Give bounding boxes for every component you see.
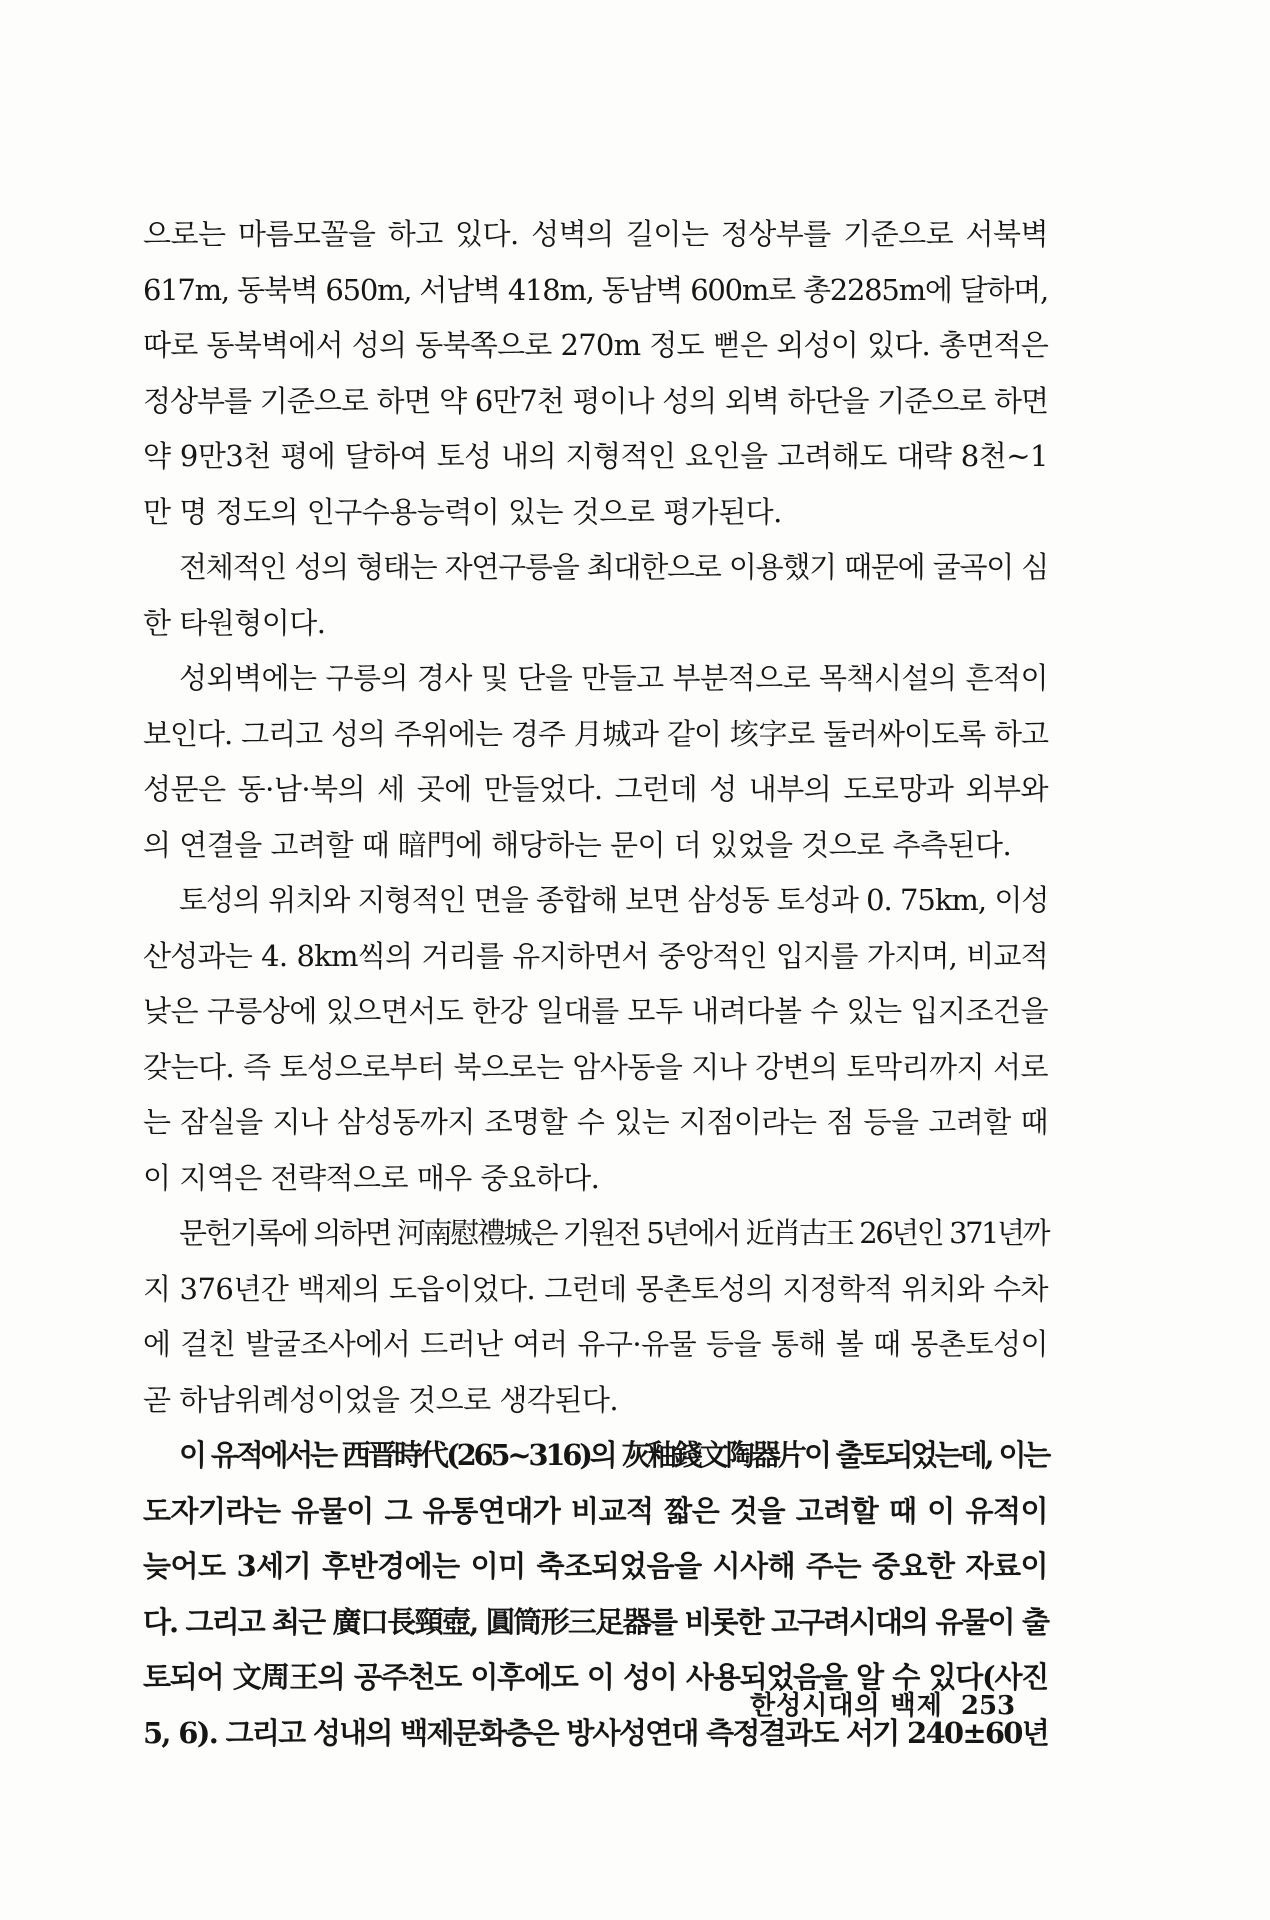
text-line: 으로는 마름모꼴을 하고 있다. 성벽의 길이는 정상부를 기준으로 서북벽 — [143, 217, 1048, 251]
text-line: 정상부를 기준으로 하면 약 6만7천 평이나 성의 외벽 하단을 기준으로 하면 — [143, 383, 1048, 418]
text-line: 다. 그리고 최근 廣口長頸壺, 圓筒形三足器를 비롯한 고구려시대의 유물이 출 — [143, 1604, 1048, 1639]
text-line: 약 9만3천 평에 달하여 토성 내의 지형적인 요인을 고려해도 대략 8천~1 — [143, 439, 1048, 473]
text-line: 산성과는 4. 8km씩의 거리를 유지하면서 중앙적인 입지를 가지며, 비교적 — [143, 938, 1048, 973]
page-footer — [750, 1685, 1015, 1722]
text-line: 이 유적에서는 西晋時代(265~316)의 灰釉錢文陶器片이 출토되었는데, 이는 — [179, 1438, 1048, 1472]
text-line: 도자기라는 유물이 그 유통연대가 비교적 짧은 것을 고려할 때 이 유적이 — [143, 1493, 1048, 1528]
text-line: 따로 동북벽에서 성의 동북쪽으로 270m 정도 뻗은 외성이 있다. 총면적은 — [143, 328, 1048, 362]
text-line: 는 잠실을 지나 삼성동까지 조명할 수 있는 지점이라는 점 등을 고려할 때 — [143, 1105, 1048, 1139]
text-line: 의 연결을 고려할 때 暗門에 해당하는 문이 더 있었을 것으로 추측된다. — [143, 827, 1012, 862]
text-line: 문헌기록에 의하면 河南慰禮城은 기원전 5년에서 近肖古王 26년인 371년까 — [179, 1216, 1048, 1250]
text-line: 에 걸친 발굴조사에서 드러난 여러 유구·유물 등을 통해 볼 때 몽촌토성이 — [143, 1327, 1048, 1361]
text-line: 이 지역은 전략적으로 매우 중요하다. — [143, 1160, 600, 1195]
page-number: 253 — [960, 1691, 1016, 1721]
text-line: 토성의 위치와 지형적인 면을 종합해 보면 삼성동 토성과 0. 75km, 이성 — [179, 883, 1049, 917]
text-line: 토되어 文周王의 공주천도 이후에도 이 성이 사용되었음을 알 수 있다(사진 — [143, 1660, 1048, 1694]
text-line: 곧 하남위례성이었을 것으로 생각된다. — [143, 1382, 619, 1417]
text-line: 낮은 구릉상에 있으면서도 한강 일대를 모두 내려다볼 수 있는 입지조건을 — [143, 994, 1048, 1028]
text-line: 한 타원형이다. — [143, 605, 326, 640]
text-line: 늦어도 3세기 후반경에는 이미 축조되었음을 시사해 주는 중요한 자료이 — [143, 1549, 1048, 1583]
body-text — [143, 207, 1048, 1761]
text-line: 5, 6). 그리고 성내의 백제문화층은 방사성연대 측정결과도 서기 240±60년 — [143, 1715, 1048, 1750]
text-line: 보인다. 그리고 성의 주위에는 경주 月城과 같이 垓字로 둘러싸이도록 하고 — [143, 716, 1048, 751]
text-line: 만 명 정도의 인구수용능력이 있는 것으로 평가된다. — [143, 494, 782, 529]
text-line: 전체적인 성의 형태는 자연구릉을 최대한으로 이용했기 때문에 굴곡이 심 — [179, 550, 1048, 584]
text-line: 성외벽에는 구릉의 경사 및 단을 만들고 부분적으로 목책시설의 흔적이 — [179, 661, 1048, 695]
text-line: 성문은 동·남·북의 세 곳에 만들었다. 그런데 성 내부의 도로망과 외부와 — [143, 772, 1048, 806]
text-line: 갖는다. 즉 토성으로부터 북으로는 암사동을 지나 강변의 토막리까지 서로 — [143, 1049, 1048, 1084]
text-line: 617m, 동북벽 650m, 서남벽 418m, 동남벽 600m로 총2285m에 달하며, — [143, 272, 1048, 307]
running-title: 한성시대의 백제 — [750, 1691, 943, 1721]
text-line: 지 376년간 백제의 도읍이었다. 그런데 몽촌토성의 지정학적 위치와 수차 — [143, 1271, 1048, 1306]
